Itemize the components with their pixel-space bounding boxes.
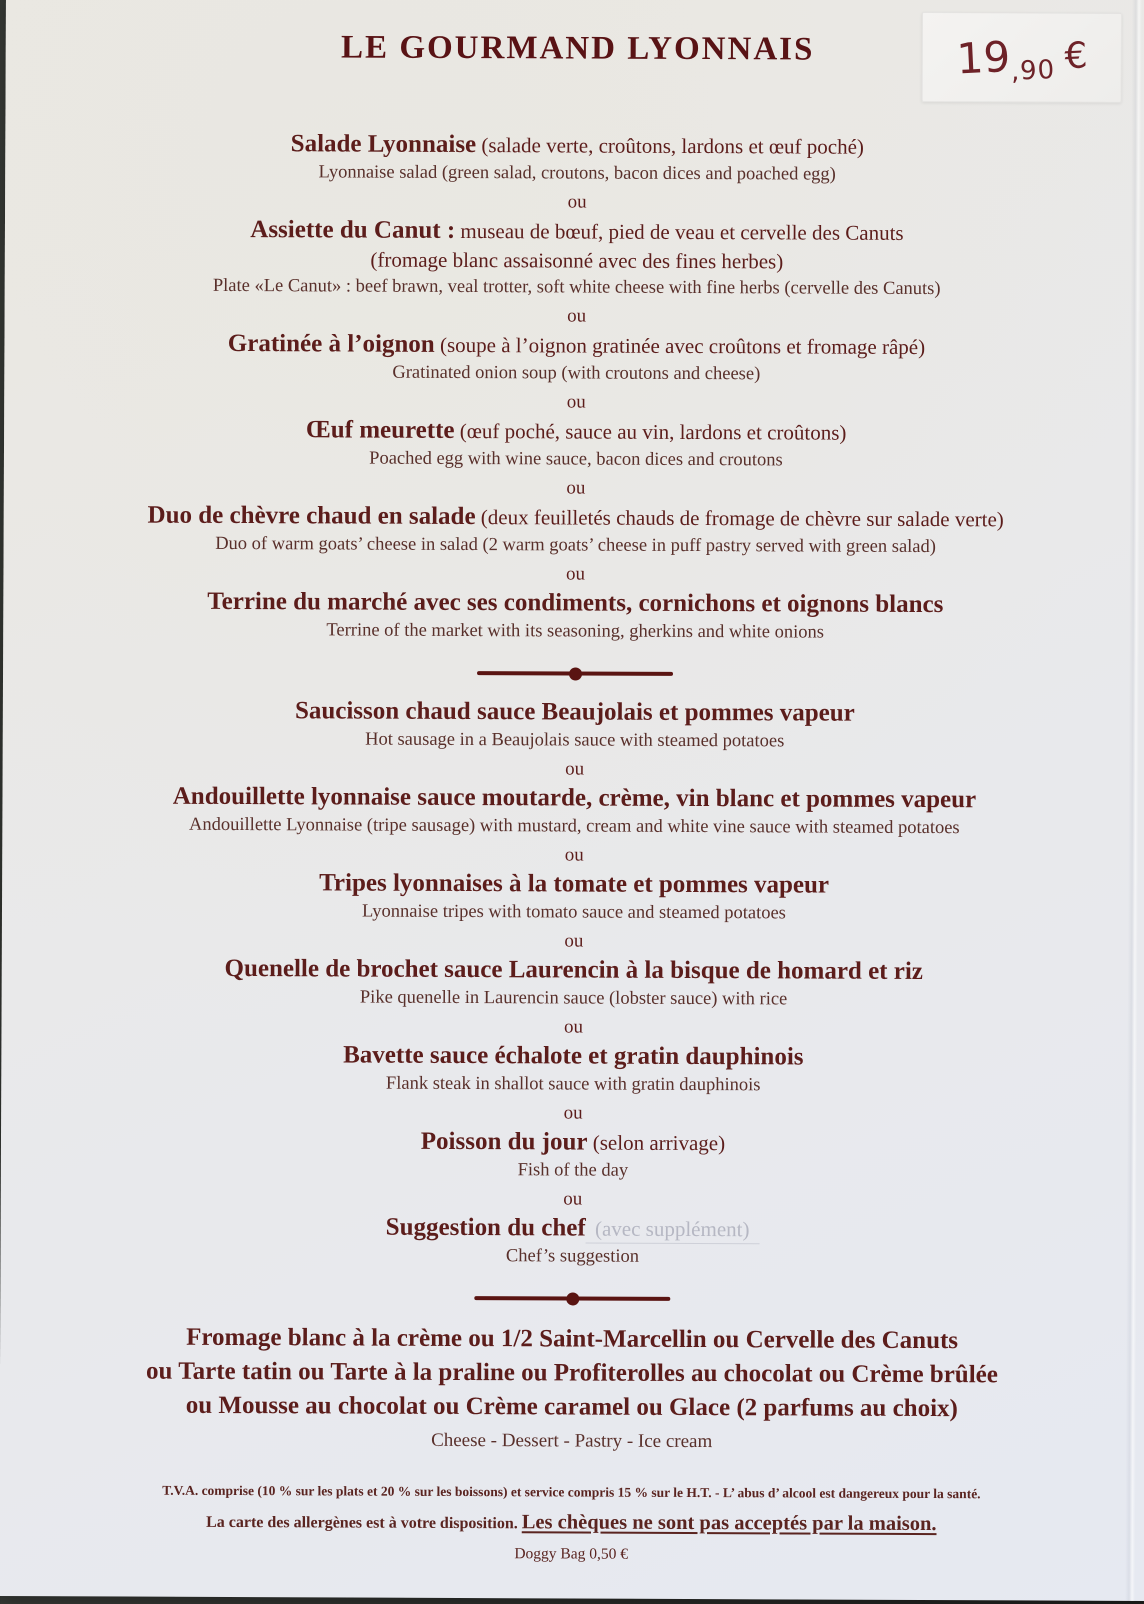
dish-line-fr <box>3 586 1144 621</box>
dish-title-fr: Terrine du marché avec ses condiments, cornichons et oignons blancs <box>207 587 944 619</box>
dish-line-fr <box>2 781 1144 816</box>
dish-title-fr: Saucisson chaud sauce Beaujolais et pommes vapeur <box>294 697 855 727</box>
dish-desc-en: Plate «Le Canut» : beef brawn, veal trotter, soft white cheese with fine herbs (cervelle des Canuts) <box>212 275 941 300</box>
or-separator: ou <box>563 1016 584 1038</box>
dish-line-fr <box>4 500 1144 535</box>
desserts-section <box>0 1320 1144 1459</box>
handwritten-price <box>955 32 1089 87</box>
dish-desc-en: Flank steak in shallot sauce with gratin dauphinois <box>385 1073 761 1096</box>
or-separator: ou <box>566 477 586 499</box>
tva-notice: T.V.A. comprise (10 % sur les plats et 20 % sur les boissons) et service compris 15 % sur le H.T. - L’ abus d’ alcool est dangereux pour la santé. <box>162 1482 981 1502</box>
or-separator: ou <box>564 844 584 866</box>
mains-section <box>0 695 1144 1273</box>
cheques-notice: Les chèques ne sont pas acceptés par la maison. <box>521 1511 937 1536</box>
dish-line-fr <box>2 867 1144 902</box>
dish-line-fr <box>5 214 1144 249</box>
price-sticker <box>922 12 1122 103</box>
dish-title-fr: Tripes lyonnaises à la tomate et pommes vapeur <box>319 869 830 899</box>
doggy-bag-notice: Doggy Bag 0,50 € <box>514 1545 629 1563</box>
dish-desc-fr-line2: (fromage blanc assaisonné avec des fines herbes) <box>370 247 784 274</box>
dish-line-fr <box>4 414 1144 449</box>
or-separator: ou <box>565 563 586 585</box>
or-separator: ou <box>567 191 587 213</box>
allergens-cheques-line <box>0 1504 1143 1543</box>
or-separator: ou <box>565 758 585 780</box>
dish-desc-en: Lyonnaise salad (green salad, croutons, bacon dices and poached egg) <box>318 162 836 185</box>
dish-desc-fr: museau de bœuf, pied de veau et cervelle des Canuts <box>455 218 904 245</box>
or-separator: ou <box>564 930 584 952</box>
or-separator: ou <box>563 1102 583 1124</box>
dish-title-fr: Œuf meurette <box>305 416 455 444</box>
dish-desc-en: Lyonnaise tripes with tomato sauce and steamed potatoes <box>362 901 786 924</box>
dish-desc-en: Pike quenelle in Laurencin sauce (lobster sauce) with rice <box>359 987 788 1010</box>
or-separator: ou <box>563 1188 583 1210</box>
dessert-line-en: Cheese - Dessert - Pastry - Ice cream <box>431 1429 713 1453</box>
dish-desc-en: Hot sausage in a Beaujolais sauce with steamed potatoes <box>365 729 785 752</box>
or-separator: ou <box>566 391 586 413</box>
dish-line-fr <box>4 328 1144 363</box>
starters-section <box>3 128 1144 648</box>
dish-line-fr <box>2 953 1144 988</box>
dish-desc-fr: (soupe à l’oignon gratinée avec croûtons et fromage râpé) <box>434 332 926 360</box>
dish-supplement-faded: (avec supplément) <box>586 1217 760 1245</box>
dish-title-fr: Suggestion du chef <box>385 1213 586 1242</box>
dish-title-fr: Andouillette lyonnaise sauce moutarde, crème, vin blanc et pommes vapeur <box>172 782 977 814</box>
dish-line-fr <box>5 128 1144 163</box>
section-divider <box>474 1296 670 1301</box>
dish-desc-en: Duo of warm goats’ cheese in salad (2 warm goats’ cheese in puff pastry served with green salad) <box>215 533 936 558</box>
footer-section <box>0 1480 1143 1569</box>
dish-desc-fr: (selon arrivage) <box>587 1130 726 1156</box>
dessert-line: ou Tarte tatin ou Tarte à la praline ou Profiterolles au chocolat ou Crème brûlée <box>146 1357 998 1389</box>
dish-desc-fr: (salade verte, croûtons, lardons et œuf poché) <box>476 133 865 159</box>
dish-desc-en: Chef’s suggestion <box>505 1246 640 1267</box>
dish-desc-fr: (œuf poché, sauce au vin, lardons et croûtons) <box>454 418 847 445</box>
dish-title-fr: Poisson du jour <box>420 1127 588 1156</box>
allergens-notice: La carte des allergènes est à votre disposition. <box>206 1513 518 1533</box>
dish-title-fr: Assiette du Canut : <box>250 216 456 244</box>
price-cents: ,90 <box>1009 54 1056 87</box>
dish-title-fr: Bavette sauce échalote et gratin dauphinois <box>343 1041 804 1071</box>
dish-line-fr <box>3 695 1144 730</box>
dish-desc-en: Fish of the day <box>517 1160 629 1181</box>
or-separator: ou <box>567 305 587 327</box>
dish-line-fr <box>1 1039 1144 1074</box>
dish-title-fr: Salade Lyonnaise <box>290 130 477 159</box>
dessert-line: Fromage blanc à la crème ou 1/2 Saint-Marcellin ou Cervelle des Canuts <box>186 1323 959 1355</box>
menu-title: LE GOURMAND LYONNAIS <box>341 29 815 68</box>
dish-desc-en: Gratinated onion soup (with croutons and cheese) <box>392 362 761 385</box>
euro-sign: € <box>1063 35 1089 78</box>
section-divider <box>477 671 673 676</box>
dish-desc-en: Andouillette Lyonnaise (tripe sausage) with mustard, cream and white vine sauce with steamed potatoes <box>189 814 960 839</box>
dessert-line: ou Mousse au chocolat ou Crème caramel ou Glace (2 parfums au choix) <box>185 1391 958 1423</box>
price-euros: 19 <box>955 32 1011 84</box>
dish-desc-en: Terrine of the market with its seasoning, gherkins and white onions <box>326 620 825 643</box>
dish-line-fr <box>1 1125 1144 1160</box>
dish-line-fr <box>1 1211 1144 1246</box>
dish-desc-fr: (deux feuilletés chauds de fromage de chèvre sur salade verte) <box>475 505 1004 532</box>
dish-title-fr: Gratinée à l’oignon <box>227 329 435 358</box>
dish-desc-en: Poached egg with wine sauce, bacon dices and croutons <box>369 448 783 471</box>
dish-title-fr: Quenelle de brochet sauce Laurencin à la bisque de homard et riz <box>224 954 923 986</box>
dish-title-fr: Duo de chèvre chaud en salade <box>147 501 476 531</box>
